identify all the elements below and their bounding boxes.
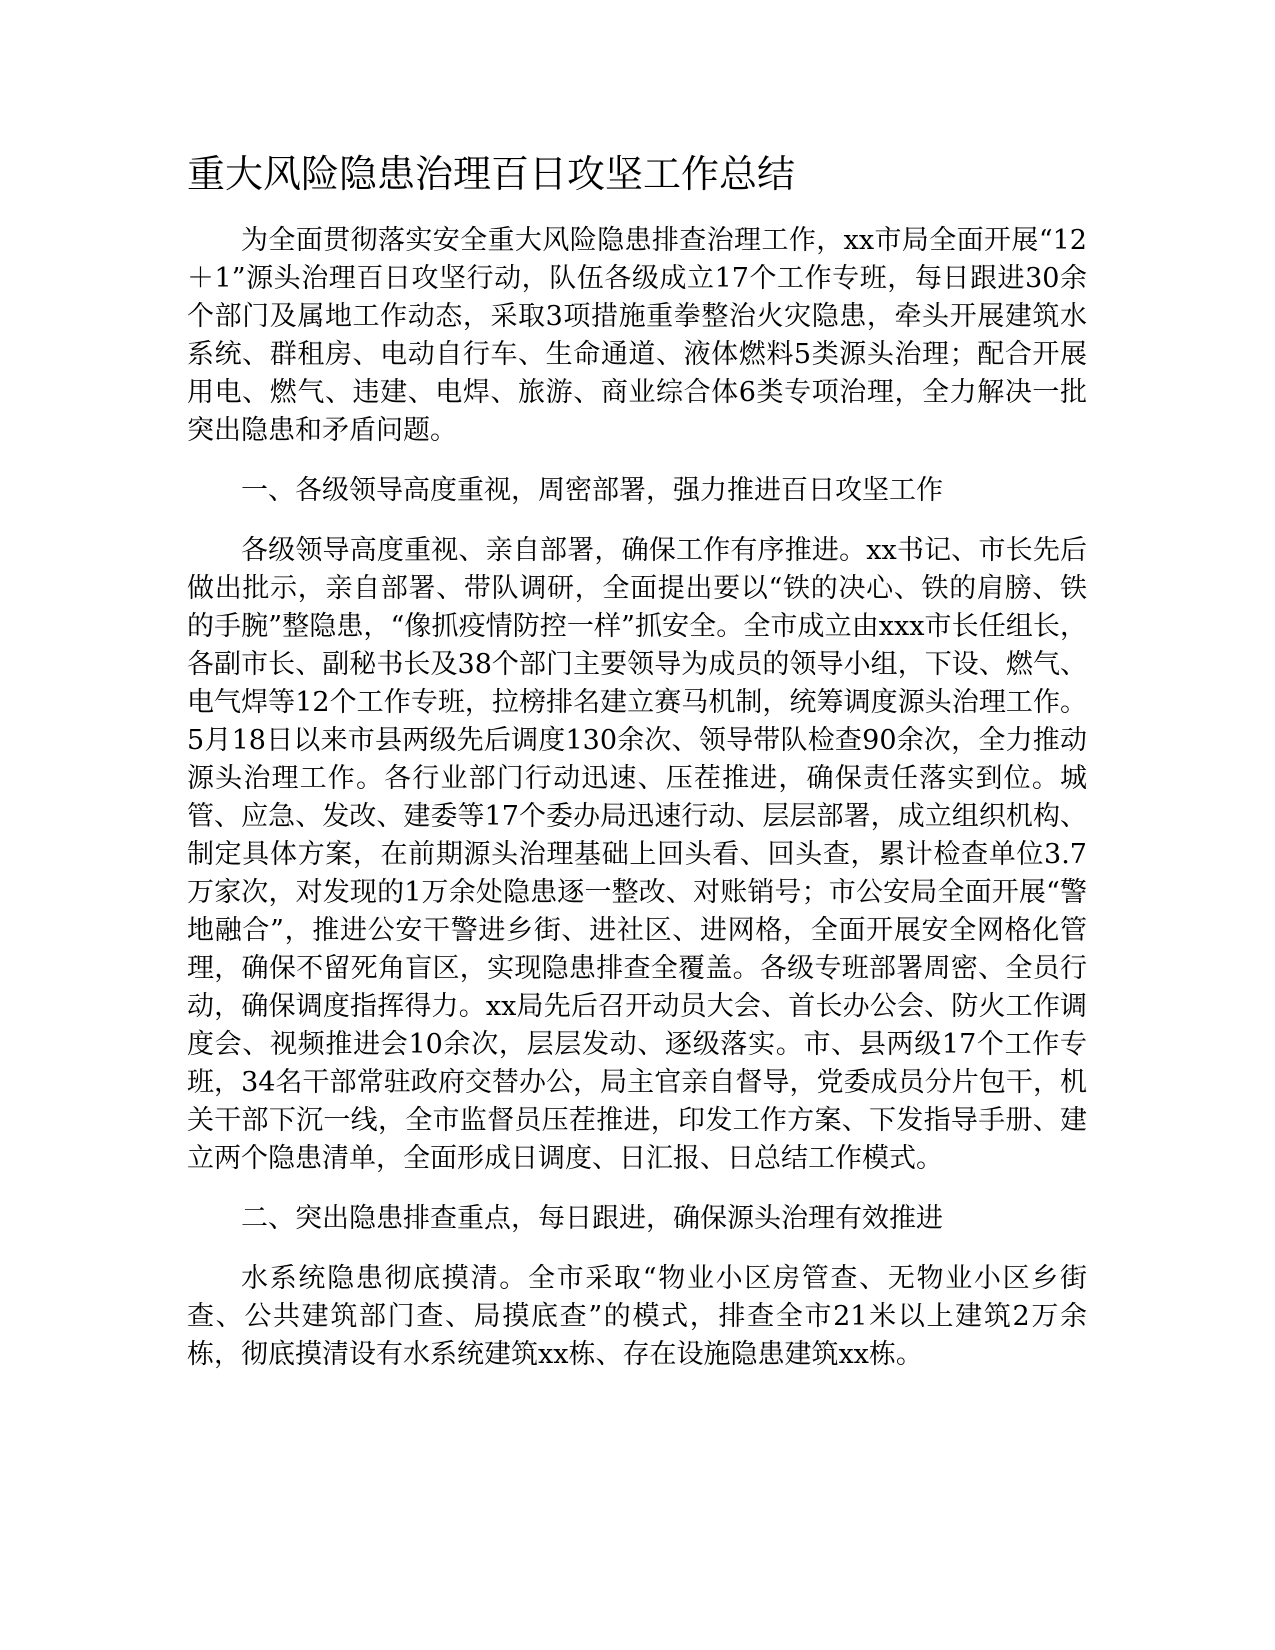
document-title: 重大风险隐患治理百日攻坚工作总结 <box>187 152 796 196</box>
document-body <box>187 222 1087 1396</box>
section-1-heading: 一、各级领导高度重视，周密部署，强力推进百日攻坚工作 <box>241 475 943 506</box>
section-1-paragraph: 各级领导高度重视、亲自部署，确保工作有序推进。xx书记、市长先后做出批示，亲自部署、带队调研，全面提出要以“铁的决心、铁的肩膀、铁的手腕”整隐患，“像抓疫情防控一样”抓安全。全市成立由xxx市长任组长，各副市长、副秘书长及38个部门主要领导为成员的领导小组，下设、燃气、电气焊等12个工作专班，拉榜排名建立赛马机制，统筹调度源头治理工作。5月18日以来市县两级先后调度130余次、领导带队检查90余次，全力推动源头治理工作。各行业部门行动迅速、压茬推进，确保责任落实到位。城管、应急、发改、建委等17个委办局迅速行动、层层部署，成立组织机构、制定具体方案，在前期源头治理基础上回头看、回头查，累计检查单位3.7万家次，对发现的1万余处隐患逐一整改、对账销号；市公安局全面开展“警地融合”，推进公安干警进乡街、进社区、进网格，全面开展安全网格化管理，确保不留死角盲区，实现隐患排查全覆盖。各级专班部署周密、全员行动，确保调度指挥得力。xx局先后召开动员大会、首长办公会、防火工作调度会、视频推进会10余次，层层发动、逐级落实。市、县两级17个工作专班，34名干部常驻政府交替办公，局主官亲自督导，党委成员分片包干，机关干部下沉一线，全市监督员压茬推进，印发工作方案、下发指导手册、建立两个隐患清单，全面形成日调度、日汇报、日总结工作模式。 <box>187 535 1087 1174</box>
section-2-paragraph: 水系统隐患彻底摸清。全市采取“物业小区房管查、无物业小区乡街查、公共建筑部门查、局摸底查”的模式，排查全市21米以上建筑2万余栋，彻底摸清设有水系统建筑xx栋、存在设施隐患建筑xx栋。 <box>187 1263 1087 1370</box>
section-2-heading: 二、突出隐患排查重点，每日跟进，确保源头治理有效推进 <box>241 1203 943 1234</box>
intro-paragraph: 为全面贯彻落实安全重大风险隐患排查治理工作，xx市局全面开展“12＋1”源头治理百日攻坚行动，队伍各级成立17个工作专班，每日跟进30余个部门及属地工作动态，采取3项措施重拳整治火灾隐患，牵头开展建筑水系统、群租房、电动自行车、生命通道、液体燃料5类源头治理；配合开展用电、燃气、违建、电焊、旅游、商业综合体6类专项治理，全力解决一批突出隐患和矛盾问题。 <box>187 225 1087 446</box>
